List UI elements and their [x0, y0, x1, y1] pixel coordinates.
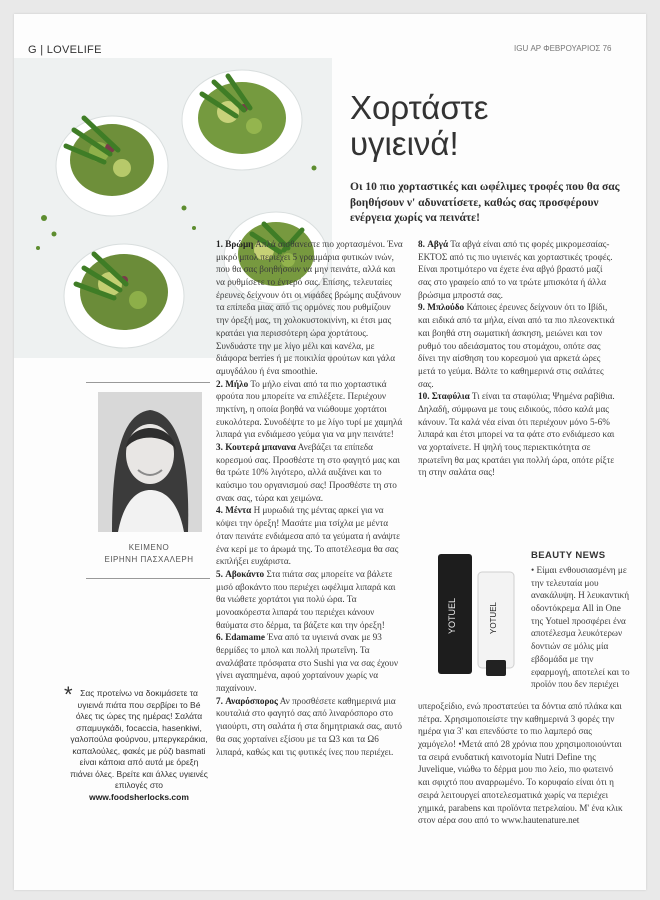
list-item: [216, 504, 404, 567]
bowl-bottom-left: [64, 244, 184, 348]
item-name: Αβοκάντο: [225, 568, 265, 579]
item-text: Τι είναι τα σταφύλια; Ψημένα ραβίθια. Δηλαδή, σύμφωνα με τους ειδικούς, πόσο καλά μας κάνουν. Τα καλά νέα είναι ότι περιέχουν μόνο 5-6% λιπαρά και έτσι μπορεί να τα φάτε στο ενδιάμεσο και να χορταίνετε. Η ψηλή τους περιεκτικότητα σε πρωτεΐνη θα μας κρατάει για πολλή ώρα, οπότε ρίξτε τη στην σαλάτα σας!: [418, 391, 615, 478]
body-column-1: [216, 238, 404, 758]
toothpaste-product-illustration: [434, 552, 522, 680]
item-number: 5.: [216, 568, 223, 579]
tip-link[interactable]: www.foodsherlocks.com: [89, 791, 189, 802]
list-item: [216, 568, 404, 631]
divider-bottom: [86, 578, 210, 579]
item-text: Η μυρωδιά της μέντας αρκεί για να κόψει την όρεξη! Μασάτε μια τσίχλα με μέντα όταν πεινάτε ενδιάμεσα από τα γεύματα ή ανάψτε ένα κερί με το άρωμά της. Το αποτέλεσμα θα σας εκπλήξει ευχάριστα.: [216, 505, 400, 567]
item-number: 8.: [418, 239, 425, 249]
product-image: [434, 552, 522, 680]
item-number: 3.: [216, 442, 223, 452]
item-name: Μέντα: [225, 505, 252, 516]
item-text: Ένα από τα υγιεινά σνακ με 93 θερμίδες το μπολ και πολλή πρωτεΐνη. Τα αναλάβατε πρόσφατα στο Sushi για να σας έχουν γίνει αγαπημένα, αφού χορταίνουν χωρίς να παχαίνουν.: [216, 632, 398, 694]
list-item: [216, 441, 404, 504]
list-item: [418, 301, 618, 390]
asterisk-icon: *: [64, 682, 73, 707]
item-text: Αν προσθέσετε καθημερινά μια κουταλιά στο φαγητό σας από λιναρόσπορο στο γιαούρτι, στη σαλάτα ή στα δημητριακά σας, αυτό θα σας χορταίνει εξίσου με τα Ω3 και τα Ω6 λιπαρά, καθώς και τις φυτικές ίνες που περιέχει.: [216, 695, 403, 757]
item-number: 7.: [216, 695, 223, 706]
beauty-paragraph-2: [418, 700, 624, 827]
item-number: 9.: [418, 302, 425, 313]
item-text: Κάποιες έρευνες δείχνουν ότι το Ιβίδι, και ειδικά από τα μήλα, είναι από τα πιο πλεονεκτικά και βοηθά στη σωματική άσκηση, μειώνει και τον ρυθμό του αδειάσματος του στομάχου, οπότε σας δίνει την αίσθηση του κορεσμού για αρκετά ώρες μετά το γεύμα. Βάλτε το καθημερινά στις σαλάτες σας.: [418, 302, 615, 389]
item-name: Κουτερά μπανανα: [225, 442, 296, 452]
beauty-news-text-2: [418, 700, 624, 827]
title-line-2: υγιεινά!: [350, 124, 459, 162]
item-number: 1.: [216, 239, 223, 249]
body-column-2: [418, 238, 618, 479]
magazine-page: [14, 14, 646, 890]
item-name: Βρώμη: [225, 239, 254, 249]
tip-text: Σας προτείνω να δοκιμάσετε τα υγιεινά πιάτα που σερβίρει το Bé όλες τις ώρες της ημέρας! Σαλάτα σπαμυγκάδι, focaccia, hasenkiwi, γαλοπούλα φούρνου, μπεργκεράκια, καπαλούλες, φακές με ρύζι basmati είναι κάποια από αυτά με όρεξη πιάνει όλες. Βρείτε και άλλες υγιεινές επιλογές στο: [70, 688, 208, 791]
rubric-name: LOVELIFE: [46, 44, 102, 56]
section-rubric: [28, 44, 102, 56]
rubric-separator: |: [36, 44, 47, 56]
item-name: Αβγά: [427, 239, 449, 249]
title-line-1: Χορτάστε: [350, 89, 489, 126]
bowl-top-right: [182, 70, 302, 170]
item-number: 6.: [216, 632, 223, 643]
item-number: 4.: [216, 505, 223, 516]
item-text: Το μήλο είναι από τα πιο χορταστικά φρούτα που μπορείτε να επιλέξετε. Περιέχουν πηκτίνη, η οποία βοηθά να νιώθουμε χορτάτοι ευκολότερα. Συνοδέψτε το με λίγο τυρί με χαμηλά λιπαρά για ενδιάμεσο γεύμα για να μην πεινάτε!: [216, 378, 403, 440]
item-text: Στα πιάτα σας μπορείτε να βάλετε μισό αβοκάντο που περιέχει ωφέλιμα λιπαρά και θα νιώθετε χορτάτοι για πολύ ώρα. Τα μονοακόρεστα λιπαρά του περιέχει κάνουν θαύματα στο δέρμα, τα βάζετε και την όρεξη!: [216, 568, 396, 630]
item-name: Μήλο: [225, 378, 249, 389]
beauty-paragraph-1: • Είμαι ενθουσιασμένη με την τελευταία μου ανακάλυψη. Η λευκαντική οδοντόκρεμα All in One της Yotuel προσφέρει ένα αποτέλεσμα λευκότερων δοντιών σε μόλις μία εβδομάδα με την εφαρμογή, αποτελεί και το προϊόν που δεν περιέχει: [531, 565, 630, 690]
list-item: [216, 631, 404, 694]
item-number: 2.: [216, 378, 223, 389]
rubric-letter: G: [28, 44, 37, 56]
list-item: [216, 378, 404, 441]
beauty-paragraph-2-text: υπεροξείδιο, ενώ προστατεύει τα δόντια από πλάκα και πέτρα. Χρησιμοποιείστε την καθημερινά 3 φορές την ημέρα για 3' και επενδύστε το πιο λαμπερό σας χαμόγελο! •Μετά από 28 χρόνια που χρησιμοποιούνται τα σειρά ενυδατική καινοτομία Nutri Define της Juvelique, νιώθω το δέρμα μου πιο λείο, πιο φωτεινό και σφιχτό που αναρρωμένο. Το κορυφαίο είναι ότι η σειρά λειτουργεί αποτελεσματικά χωρίς να περιέχει χημικά, parabens και προϊόντα πετρελαίου. Μ' ένα κλικ στον αέρα σου από το: [418, 701, 623, 826]
item-text: Ανεβάζει τα επίπεδα κορεσμού σας. Προσθέστε τη στο φαγητό μας και θα τρώτε 10% λιγότερο, αλλά αυξάνει και το καύσιμο του οργανισμού σας! Προσθέστε τη στο σνακ σας, τώρα και χειμώνα.: [216, 442, 401, 503]
author-role: ΚΕΙΜΕΝΟ: [128, 543, 170, 552]
article-title: [350, 90, 640, 161]
beauty-link[interactable]: www.hautenature.net: [501, 815, 580, 826]
author-photo: [98, 392, 202, 532]
beauty-news-heading: BEAUTY NEWS: [531, 550, 606, 561]
author-byline: [74, 542, 224, 566]
author-portrait: [98, 392, 202, 532]
list-item: [216, 238, 404, 378]
item-name: Αναρόσπορος: [225, 695, 278, 706]
item-name: Edamame: [225, 632, 265, 643]
beauty-news-text-1: [531, 564, 631, 691]
product-brand-tube: YOTUEL: [489, 601, 498, 635]
item-name: Μπλούδο: [427, 302, 465, 313]
list-item: [418, 238, 618, 301]
article-lead: Οι 10 πιο χορταστικές και ωφέλιμες τροφές που θα σας βοηθήσουν ν' αδυνατίσετε, καθώς σας προσφέρουν ενέργεια χωρίς να πεινάτε!: [350, 181, 620, 225]
page-folio: IGU ΑΡ ΦΕΒΡΟΥΑΡΙΟΣ 76: [514, 44, 612, 53]
product-brand-box: YOTUEL: [447, 597, 457, 635]
list-item: [216, 695, 404, 758]
divider-top: [86, 382, 210, 383]
item-text: Τα αβγά είναι από τις φορές μικρομεσαίας-ΕΚΤΟΣ από τις πιο υγιεινές και χορταστικές τροφές. Είναι προτιμότερο να έχετε ένα αβγό βραστό μαζί σας στο γραφείο από το να τρώτε μπισκότα ή άλλα βρώσιμα μπροστά σας.: [418, 239, 613, 300]
author-name: ΕΙΡΗΝΗ ΠΑΣΧΑΛΕΡΗ: [104, 555, 194, 564]
list-item: [418, 390, 618, 479]
item-number: 10.: [418, 391, 430, 402]
item-text: Απλά αισθανεστε πιο χορτασμένοι. Ένα μικρό μπολ περιέχει 5 γραμμάρια φυτικών ινών, που θα σας βοηθήσουν να μην πεινάτε, αλλά και να ρυθμίσετε το έντερό σας. Επίσης, τελευταίες έρευνες δείχνουν ότι οι νιφάδες βρώμης αυξάνουν τα επίπεδα μιας από τις ορμόνες που ρυθμίζουν την όρεξή μας, τη χολοκυστοκινίνη, κι έτσι μας κρατάει για περισσότερη ώρα χορτάτους. Συνδυάστε την με λίγο μέλι και κανέλα, με διάφορα berries ή με ποικιλία φρούτων και γάλα αμυγδάλου ή ένα smoothie.: [216, 239, 403, 376]
item-name: Σταφύλια: [431, 391, 470, 402]
sidebar-tip: [64, 682, 208, 803]
